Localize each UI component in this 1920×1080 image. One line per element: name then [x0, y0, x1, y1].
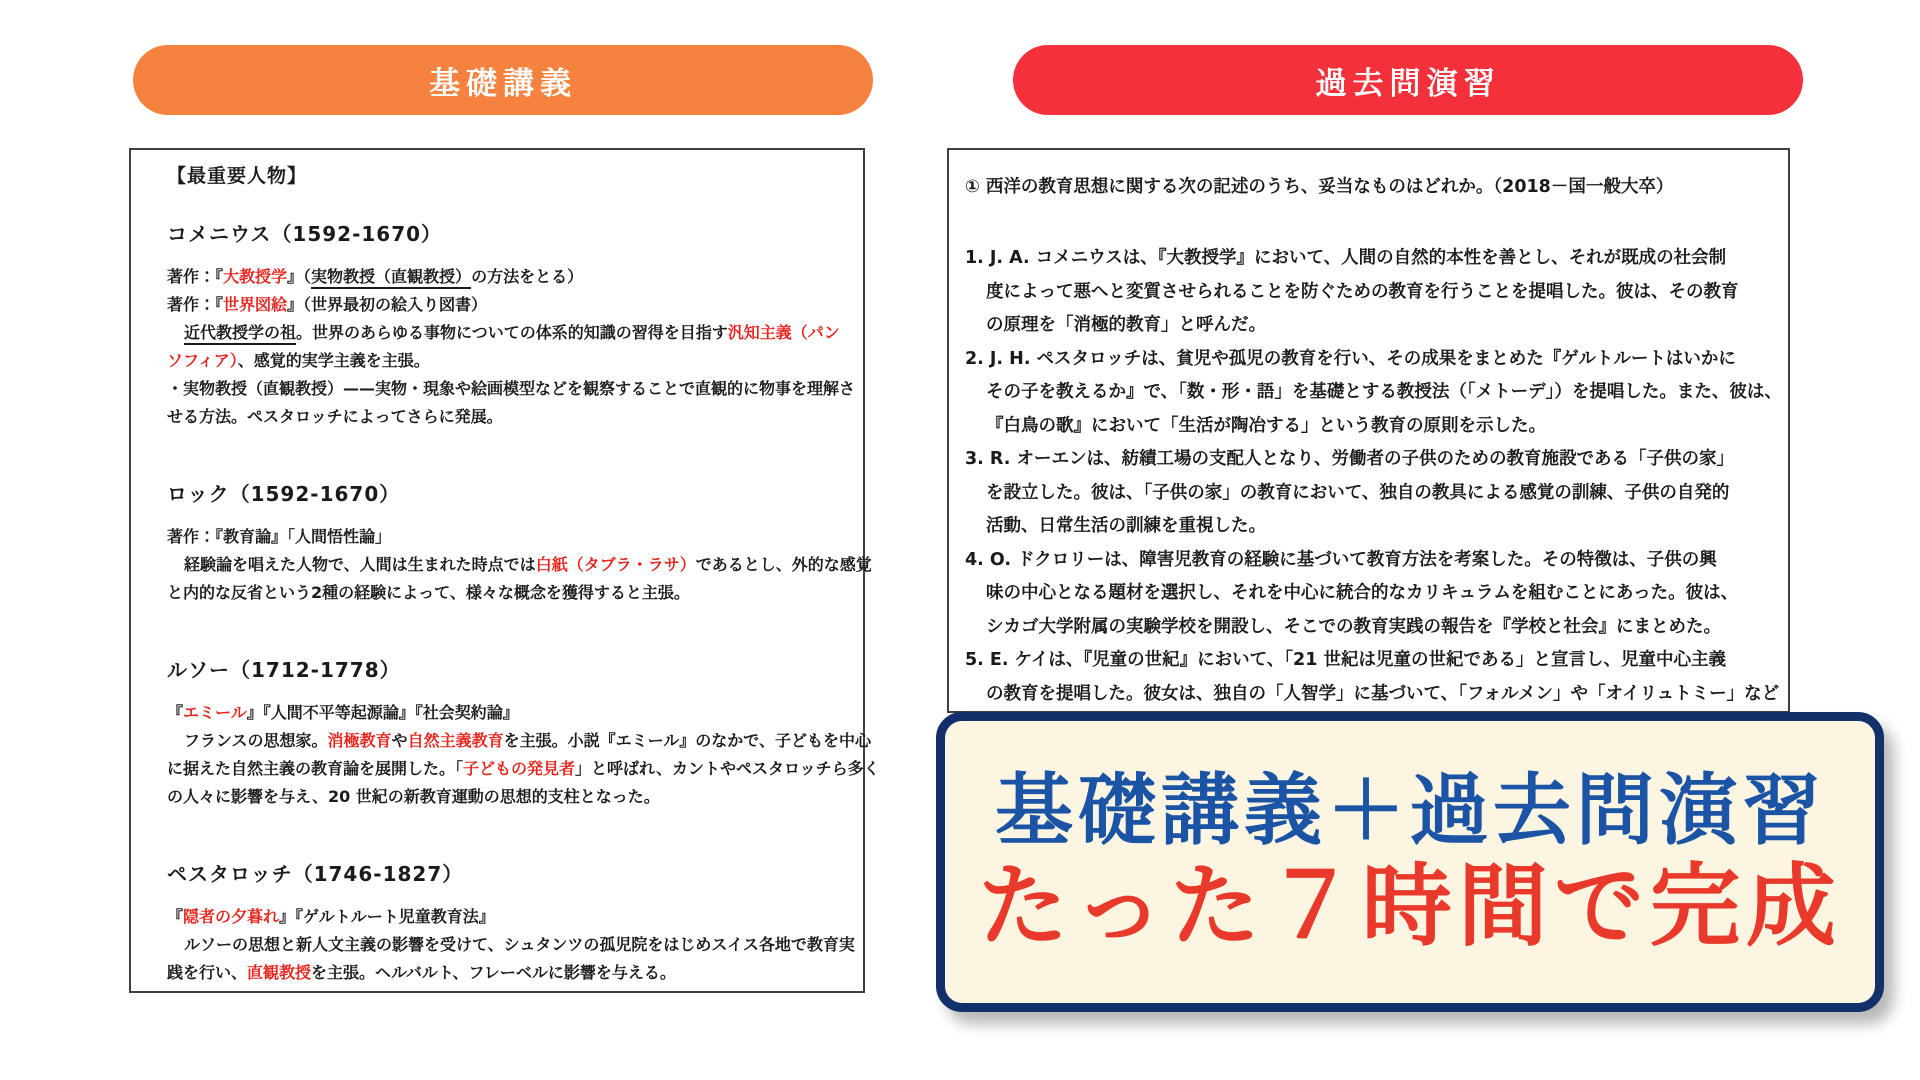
exam-choice-line: の原理を「消極的教育」と呼んだ。: [986, 315, 1266, 335]
basic-lecture-panel: [129, 148, 880, 993]
keyword-red: 世界図絵: [223, 295, 288, 314]
keyword-red: 子どもの発見者: [463, 759, 576, 778]
exam-choice-line: 5. E. ケイは、『児童の世紀』において、「21 世紀は児童の世紀である」と宣言し、児童中心主義: [965, 650, 1726, 670]
exam-choice: [965, 343, 1782, 444]
note-text: 』『人間不平等起源論』『社会契約論』: [246, 703, 519, 722]
note-text: 著作：『: [167, 295, 224, 314]
study-note-line: [167, 319, 840, 347]
exam-question: ① 西洋の教育思想に関する次の記述のうち、妥当なものはどれか。（2018－国一般大卒）: [965, 177, 1674, 197]
exam-choice: [965, 544, 1758, 645]
exam-choices: [965, 242, 1782, 711]
note-text: を主張。ヘルバルト、フレーベルに影響を与える。: [311, 963, 676, 982]
person-notes: [167, 523, 872, 607]
study-note-line: [167, 263, 827, 291]
keyword-red: 大教授学: [223, 267, 288, 286]
exam-choice-line: 度によって悪へと変質させられることを防ぐための教育を行うことを提唱した。彼は、その教育: [986, 281, 1739, 302]
study-note-line: [167, 727, 871, 755]
note-text: と内的な反省という2種の経験によって、様々な概念を獲得すると主張。: [167, 583, 690, 602]
study-note-line: [167, 403, 827, 431]
person-heading: ロック（1592-1670）: [167, 482, 401, 506]
person-heading: ペスタロッチ（1746-1827）: [167, 862, 464, 886]
keyword-underline: 近代教授学の祖: [184, 323, 296, 345]
person-notes: [167, 699, 880, 811]
note-text: ・実物教授（直観教授）——実物・現象や絵画模型などを観察することで直観的に物事を理解さ: [167, 379, 856, 398]
keyword-red: 隠者の夕暮れ: [183, 907, 280, 926]
note-text: 』『ゲルトルート児童教育法』: [279, 907, 495, 926]
study-note-line: [167, 931, 855, 959]
note-text: 、感覚的実学主義を主張。: [237, 351, 430, 370]
person-notes: [167, 903, 855, 987]
keyword-red: 自然主義教育: [407, 731, 504, 750]
keyword-red: 白紙（タブラ・ラサ）: [535, 555, 696, 574]
promo-banner-line-2: たった７時間で完成: [978, 854, 1842, 959]
note-text: 『: [167, 907, 184, 926]
study-note-line: [167, 523, 827, 551]
study-note-line: [167, 959, 827, 987]
exam-choice-line: シカゴ大学附属の実験学校を開設し、そこでの教育実践の報告を『学校と社会』にまとめた。: [986, 616, 1721, 637]
note-text: 践を行い、: [167, 963, 248, 982]
exam-choice-line: その子を教えるか』で、「数・形・語」を基礎とする教授法（「メトーデ」）を提唱した。また、彼は、: [986, 382, 1782, 402]
note-text: 』（: [287, 267, 312, 286]
person-heading: ルソー（1712-1778）: [167, 658, 401, 682]
note-text: 」と呼ばれ、カントやペスタロッチら多く: [575, 759, 880, 778]
note-text: 『: [167, 703, 184, 722]
study-note-line: [167, 699, 827, 727]
study-note-line: [167, 291, 827, 319]
keyword-underline: 実物教授（直観教授）: [311, 267, 471, 289]
note-text: や: [391, 731, 408, 750]
exam-choice: [965, 644, 1780, 711]
study-note-line: [167, 551, 872, 579]
note-text: 著作：『: [167, 267, 224, 286]
note-text: せる方法。ペスタロッチによってさらに発展。: [167, 407, 503, 426]
note-text: の人々に影響を与え、20 世紀の新教育運動の思想的支柱となった。: [167, 787, 660, 806]
person-notes: [167, 263, 856, 431]
keyword-red: エミール: [183, 703, 247, 722]
exam-choice-line: を設立した。彼は、「子供の家」の教育において、独自の教具による感覚の訓練、子供の自発的: [986, 482, 1730, 503]
promo-banner: [936, 712, 1884, 1012]
study-note-line: [167, 375, 856, 403]
note-text: 著作：『教育論』「人間悟性論」: [167, 527, 392, 546]
exam-choice-line: 『白鳥の歌』において「生活が陶冶する」という教育の原則を示した。: [986, 415, 1546, 436]
basic-lecture-badge: [133, 45, 873, 115]
study-note-line: [167, 347, 827, 375]
person-sections: [167, 222, 880, 987]
exam-choice-line: の教育を提唱した。彼女は、独自の「人智学」に基づいて、「フォルメン」や「オイリュトミー」など: [986, 683, 1780, 704]
study-note-line: [167, 903, 827, 931]
exam-choice-line: 2. J. H. ペスタロッチは、貧児や孤児の教育を行い、その成果をまとめた『ゲルトルートはいかに: [965, 348, 1736, 369]
exam-choice-line: 味の中心となる題材を選択し、それを中心に統合的なカリキュラムを組むことにあった。彼は、: [986, 583, 1739, 603]
study-note-line: [167, 755, 880, 783]
note-text: フランスの思想家。: [184, 731, 328, 750]
note-text: に据えた自然主義の教育論を展開した。「: [167, 759, 464, 778]
person-heading: コメニウス（1592-1670）: [167, 222, 443, 246]
keyword-red: 消極教育: [327, 731, 392, 750]
note-text: の方法をとる）: [471, 267, 584, 286]
basic-lecture-badge-label: 基礎講義: [429, 65, 577, 102]
promo-banner-line-1: 基礎講義＋過去問演習: [994, 766, 1825, 856]
exam-choice-line: 活動、日常生活の訓練を重視した。: [986, 516, 1266, 536]
note-text: 』（世界最初の絵入り図書）: [287, 295, 488, 314]
keyword-red: 直観教授: [247, 963, 312, 982]
exam-choice-line: 1. J. A. コメニウスは、『大教授学』において、人間の自然的本性を善とし、それが既成の社会制: [965, 248, 1727, 268]
note-text: 。世界のあらゆる事物についての体系的知識の習得を目指す: [296, 323, 728, 342]
keyword-red: 汎知主義（パン: [727, 323, 840, 342]
past-exam-panel: [947, 148, 1790, 713]
past-exam-badge-label: 過去問演習: [1315, 65, 1501, 102]
note-text: を主張。小説『エミール』のなかで、子どもを中心: [503, 731, 871, 750]
exam-choice: [965, 242, 1758, 343]
note-text: 経験論を唱えた人物で、人間は生まれた時点では: [184, 555, 536, 574]
exam-choice-line: 4. O. ドクロリーは、障害児教育の経験に基づいて教育方法を考案した。その特徴は、子供の興: [965, 549, 1717, 570]
exam-choice: [965, 443, 1758, 544]
past-exam-badge: [1013, 45, 1803, 115]
note-text: であるとし、外的な感覚: [695, 555, 872, 574]
study-note-line: [167, 783, 827, 811]
exam-choice-line: 3. R. オーエンは、紡績工場の支配人となり、労働者の子供のための教育施設である「子供の家」: [965, 449, 1734, 469]
panel-title: 【最重要人物】: [167, 165, 308, 187]
keyword-red: ソフィア）: [167, 351, 238, 370]
study-note-line: [167, 579, 827, 607]
note-text: ルソーの思想と新人文主義の影響を受けて、シュタンツの孤児院をはじめスイス各地で教育実: [184, 935, 855, 954]
